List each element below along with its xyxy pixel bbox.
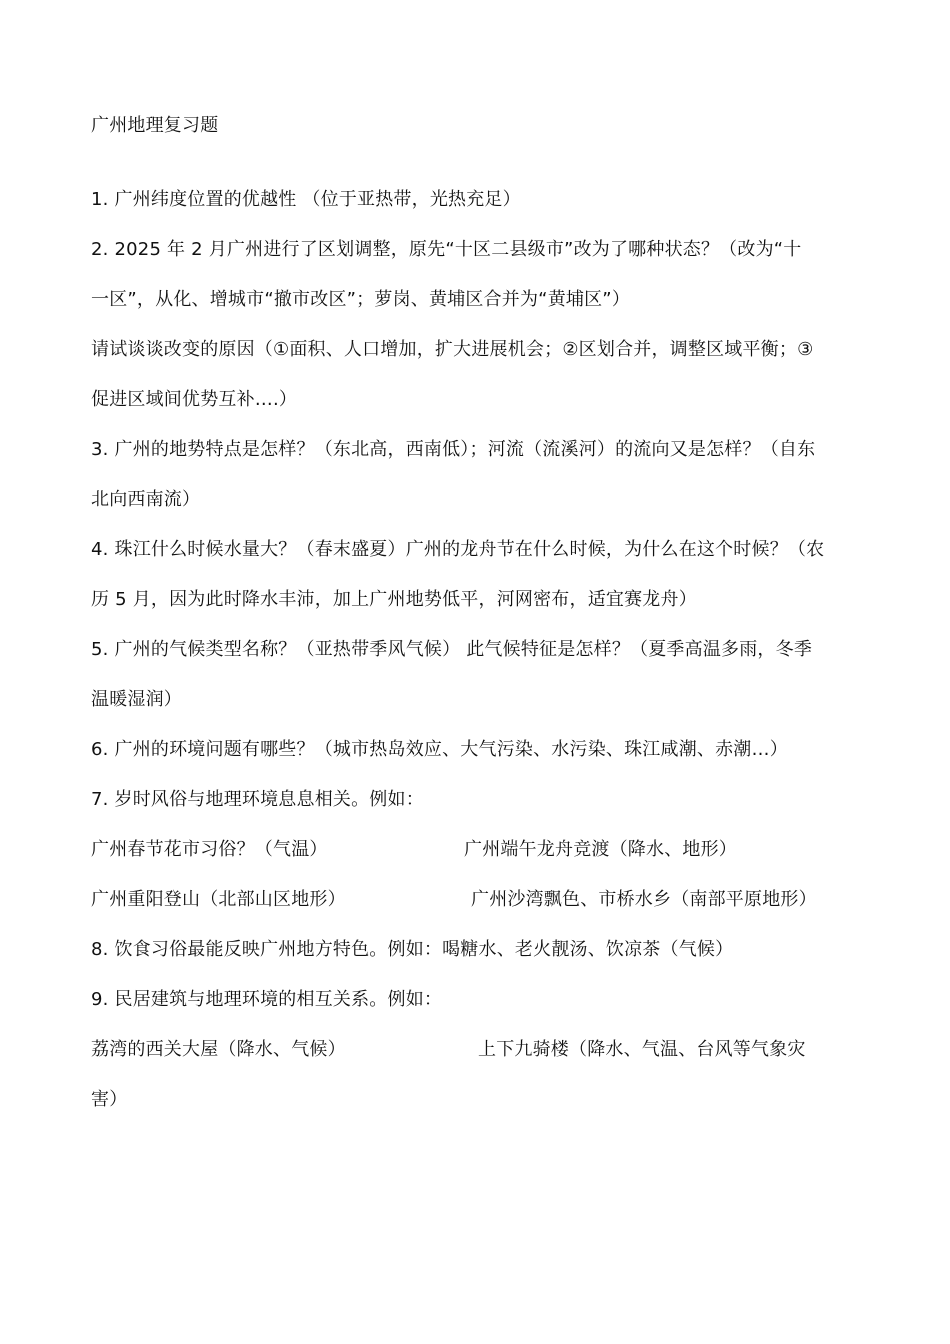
question-9: 9. 民居建筑与地理环境的相互关系。例如： — [91, 989, 443, 1010]
question-3-line-1: 3. 广州的地势特点是怎样？（东北高，西南低）；河流（流溪河）的流向又是怎样？（自东 — [91, 439, 816, 460]
building-example-left: 荔湾的西关大屋（降水、气候） — [91, 1039, 346, 1060]
question-6: 6. 广州的环境问题有哪些？（城市热岛效应、大气污染、水污染、珠江咸潮、赤潮…） — [91, 739, 788, 760]
custom-example-1-left: 广州春节花市习俗？（气温） — [91, 839, 328, 860]
custom-example-1-right: 广州端午龙舟竞渡（降水、地形） — [464, 839, 737, 860]
question-5-line-1: 5. 广州的气候类型名称？（亚热带季风气候） 此气候特征是怎样？（夏季高温多雨，冬季 — [91, 639, 813, 660]
question-5-line-2: 温暖湿润） — [91, 689, 182, 710]
question-2-line-4: 促进区域间优势互补….） — [91, 389, 298, 410]
question-2-line-3: 请试谈谈改变的原因（①面积、人口增加，扩大进展机会；②区划合并，调整区域平衡；③ — [91, 339, 814, 360]
question-4-line-1: 4. 珠江什么时候水量大？（春末盛夏）广州的龙舟节在什么时候，为什么在这个时候？（农 — [91, 539, 825, 560]
question-8: 8. 饮食习俗最能反映广州地方特色。例如：喝糖水、老火靓汤、饮凉茶（气候） — [91, 939, 734, 960]
building-example-right: 上下九骑楼（降水、气温、台风等气象灾 — [478, 1039, 806, 1060]
custom-example-2-right: 广州沙湾飘色、市桥水乡（南部平原地形） — [471, 889, 817, 910]
question-1: 1. 广州纬度位置的优越性 （位于亚热带，光热充足） — [91, 189, 521, 210]
question-7: 7. 岁时风俗与地理环境息息相关。例如： — [91, 789, 424, 810]
question-2-line-1: 2. 2025 年 2 月广州进行了区划调整，原先“十区二县级市”改为了哪种状态？（改为“十 — [91, 239, 802, 260]
question-4-line-2: 历 5 月，因为此时降水丰沛，加上广州地势低平，河网密布，适宜赛龙舟） — [91, 589, 697, 610]
question-2-line-2: 一区”，从化、增城市“撤市改区”；萝岗、黄埔区合并为“黄埔区”） — [91, 289, 631, 310]
document-title: 广州地理复习题 — [91, 115, 219, 136]
question-3-line-2: 北向西南流） — [91, 489, 201, 510]
custom-example-2-left: 广州重阳登山（北部山区地形） — [91, 889, 346, 910]
building-example-continuation: 害） — [91, 1089, 128, 1110]
